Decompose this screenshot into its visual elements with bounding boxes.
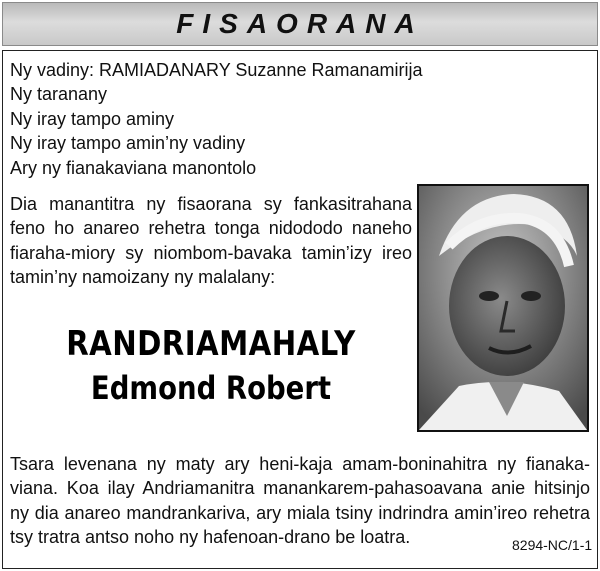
closing-line: Tsara levenana ny maty ary heni-kaja amam-boninahitra ny fianaka- [10, 454, 590, 474]
portrait-image [419, 186, 587, 430]
family-line: Ny taranany [10, 84, 108, 105]
family-line: Ny iray tampo amin’ny vadiny [10, 133, 246, 154]
family-line: Ny iray tampo aminy [10, 108, 175, 129]
family-line: Ny vadiny: RAMIADANARY Suzanne Ramanamirija [10, 60, 423, 80]
deceased-name [10, 322, 412, 410]
deceased-surname: RANDRIAMAHALY [66, 324, 356, 364]
intro-line: tamin’ny namoizany ny malalany: [10, 267, 276, 288]
notice-title: FISAORANA [176, 8, 424, 39]
closing-line: tsy tratra antso noho ny hafenoan-drano be loatra. [10, 527, 411, 548]
header-banner [2, 2, 598, 46]
family-list [10, 58, 480, 180]
intro-line: Dia manantitra ny fisaorana sy fankasitrahana [10, 194, 412, 214]
closing-paragraph [10, 452, 590, 550]
closing-line: ny dia anareo mandrankariva, ary miala tsiny indrindra amin’ireo rehetra [10, 502, 590, 523]
intro-line: fiaraha-miory sy niombom-bavaka tamin’izy ireo [10, 242, 412, 263]
deceased-given-names: Edmond Robert [90, 369, 332, 407]
intro-paragraph [10, 192, 412, 290]
reference-code: 8294-NC/1-1 [512, 537, 593, 553]
deceased-photo [417, 184, 589, 432]
intro-line: feno ho anareo rehetra tonga nidododo naneho [10, 218, 412, 239]
family-line: Ary ny fianakaviana manontolo [10, 157, 257, 178]
closing-line: viana. Koa ilay Andriamanitra manankarem-pahasoavana anie hitsinjo [10, 478, 590, 499]
